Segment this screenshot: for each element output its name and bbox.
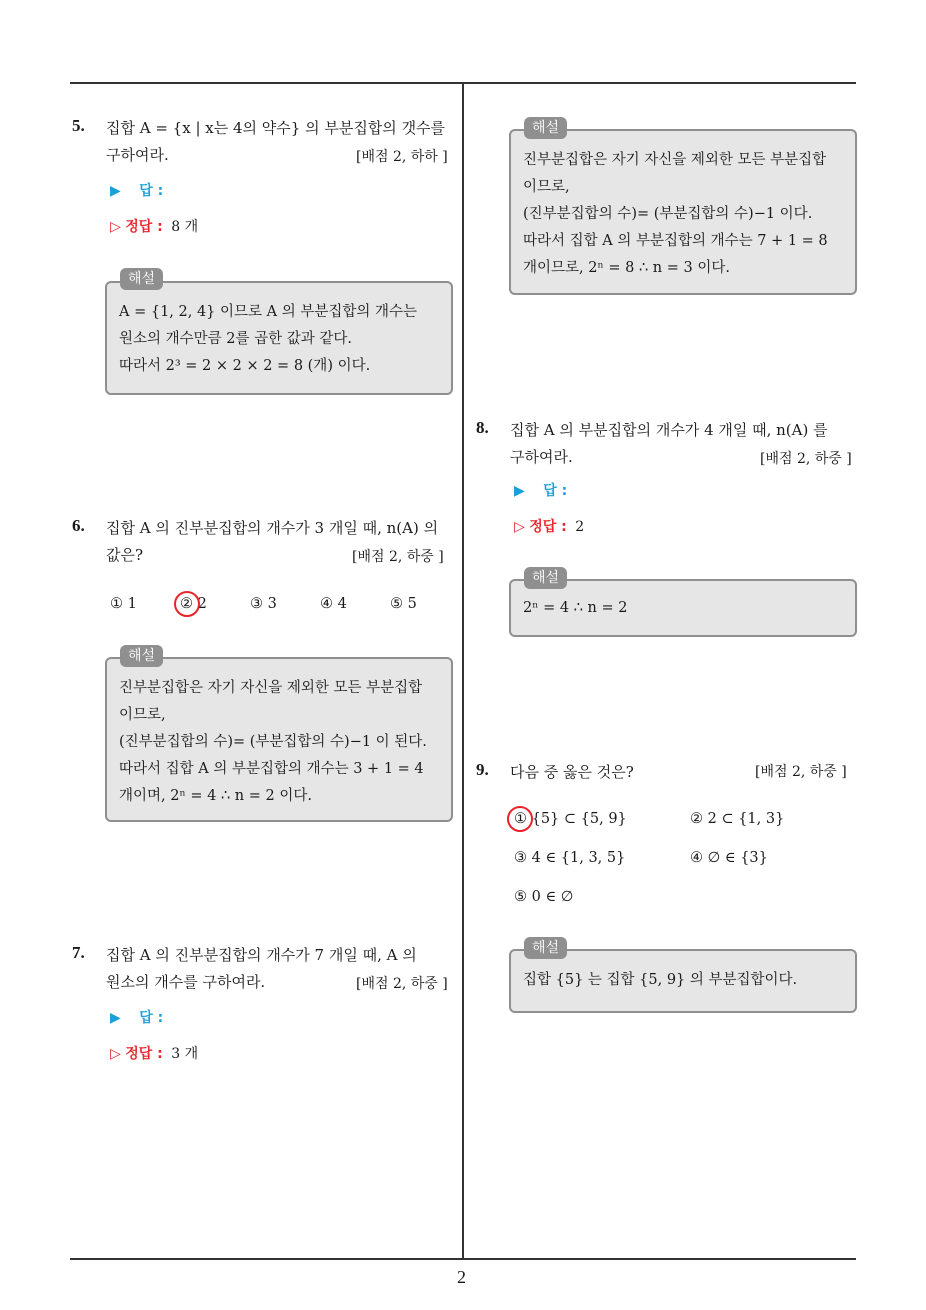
- correct-answer-row: [110, 1043, 198, 1063]
- question-line: 집합 A = {x | x는 4의 약수} 의 부분집합의 갯수를: [106, 119, 446, 137]
- explanation-line: 이므로,: [119, 707, 166, 723]
- answer-label: 답 :: [543, 483, 568, 499]
- answer-label: 답 :: [139, 1010, 164, 1026]
- correct-value: 3 개: [171, 1046, 199, 1062]
- question-line: 집합 A 의 진부분집합의 개수가 3 개일 때, n(A) 의: [106, 519, 439, 537]
- choice-5[interactable]: ⑤ 0 ∈ ∅: [514, 889, 574, 905]
- outline-triangle-icon: ▷: [514, 519, 525, 535]
- explanation-box: [105, 281, 453, 395]
- explanation-line: 따라서 2³ = 2 × 2 × 2 = 8 (개) 이다.: [119, 358, 371, 374]
- correct-value: 2: [575, 519, 585, 535]
- choice-4[interactable]: ④ ∅ ∈ {3}: [690, 850, 768, 866]
- explanation-line: 개이므로, 2ⁿ = 8 ∴ n = 3 이다.: [523, 260, 730, 276]
- answer-row[interactable]: [110, 180, 163, 200]
- explanation-box: [509, 129, 857, 295]
- explanation-line: A = {1, 2, 4} 이므로 A 의 부분집합의 개수는: [119, 304, 418, 320]
- play-triangle-icon: ▶: [110, 1010, 121, 1026]
- explanation-line: 집합 {5} 는 집합 {5, 9} 의 부분집합이다.: [523, 972, 798, 988]
- choice-1[interactable]: ① {5} ⊂ {5, 9}: [514, 811, 627, 827]
- column-divider: [462, 82, 464, 1260]
- explanation-line: (진부분집합의 수)= (부분집합의 수)−1 이 된다.: [119, 734, 427, 750]
- choice-3[interactable]: ③ 3: [250, 596, 277, 612]
- correct-answer-row: [110, 216, 198, 236]
- score-label: [배점 2, 하중 ]: [760, 451, 852, 467]
- choice-5[interactable]: ⑤ 5: [390, 596, 417, 612]
- question-line: 구하여라.: [510, 448, 573, 466]
- explanation-line: (진부분집합의 수)= (부분집합의 수)−1 이다.: [523, 206, 813, 222]
- explanation-tag: 해설: [120, 268, 163, 290]
- correct-label: 정답 :: [125, 1046, 163, 1062]
- question-number: 6.: [72, 516, 85, 535]
- answer-row[interactable]: [110, 1007, 163, 1027]
- explanation-line: 개이며, 2ⁿ = 4 ∴ n = 2 이다.: [119, 788, 312, 804]
- explanation-box: [105, 657, 453, 822]
- score-label: [배점 2, 하하 ]: [356, 149, 448, 165]
- explanation-line: 원소의 개수만큼 2를 곱한 값과 같다.: [119, 331, 352, 347]
- score-label: [배점 2, 하중 ]: [755, 764, 847, 780]
- question-line: 원소의 개수를 구하여라.: [106, 973, 266, 991]
- play-triangle-icon: ▶: [514, 483, 525, 499]
- outline-triangle-icon: ▷: [110, 1046, 121, 1062]
- question-text: 다음 중 옳은 것은?: [510, 763, 634, 781]
- explanation-tag: 해설: [120, 645, 163, 667]
- answer-row[interactable]: [514, 480, 567, 500]
- play-triangle-icon: ▶: [110, 183, 121, 199]
- question-number: 8.: [476, 418, 489, 437]
- answer-label: 답 :: [139, 183, 164, 199]
- explanation-line: 따라서 집합 A 의 부분집합의 개수는 7 + 1 = 8: [523, 233, 828, 249]
- choice-3[interactable]: ③ 4 ∈ {1, 3, 5}: [514, 850, 626, 866]
- choice-2[interactable]: ② 2 ⊂ {1, 3}: [690, 811, 785, 827]
- score-label: [배점 2, 하중 ]: [356, 976, 448, 992]
- question-line: 집합 A 의 진부분집합의 개수가 7 개일 때, A 의: [106, 946, 417, 964]
- explanation-line: 이므로,: [523, 179, 570, 195]
- question-line: 집합 A 의 부분집합의 개수가 4 개일 때, n(A) 를: [510, 421, 828, 439]
- explanation-line: 진부분집합은 자기 자신을 제외한 모든 부분집합: [523, 152, 827, 168]
- page-number: 2: [457, 1267, 466, 1287]
- choice-4[interactable]: ④ 4: [320, 596, 347, 612]
- question-number: 5.: [72, 116, 85, 135]
- question-number: 9.: [476, 760, 489, 779]
- selected-answer-circle: [507, 806, 533, 832]
- question-number: 7.: [72, 943, 85, 962]
- explanation-line: 따라서 집합 A 의 부분집합의 개수는 3 + 1 = 4: [119, 761, 424, 777]
- question-line: 구하여라.: [106, 146, 169, 164]
- correct-answer-row: [514, 516, 584, 536]
- correct-label: 정답 :: [125, 219, 163, 235]
- score-label: [배점 2, 하중 ]: [352, 549, 444, 565]
- explanation-line: 2ⁿ = 4 ∴ n = 2: [523, 600, 628, 616]
- question-line: 값은?: [106, 546, 144, 564]
- choice-2[interactable]: ② 2: [180, 596, 207, 612]
- choice-1[interactable]: ① 1: [110, 596, 137, 612]
- explanation-tag: 해설: [524, 937, 567, 959]
- explanation-tag: 해설: [524, 117, 567, 139]
- bottom-rule: [70, 1258, 856, 1260]
- correct-value: 8 개: [171, 219, 199, 235]
- selected-answer-circle: [174, 591, 200, 617]
- outline-triangle-icon: ▷: [110, 219, 121, 235]
- explanation-tag: 해설: [524, 567, 567, 589]
- explanation-line: 진부분집합은 자기 자신을 제외한 모든 부분집합: [119, 680, 423, 696]
- correct-label: 정답 :: [529, 519, 567, 535]
